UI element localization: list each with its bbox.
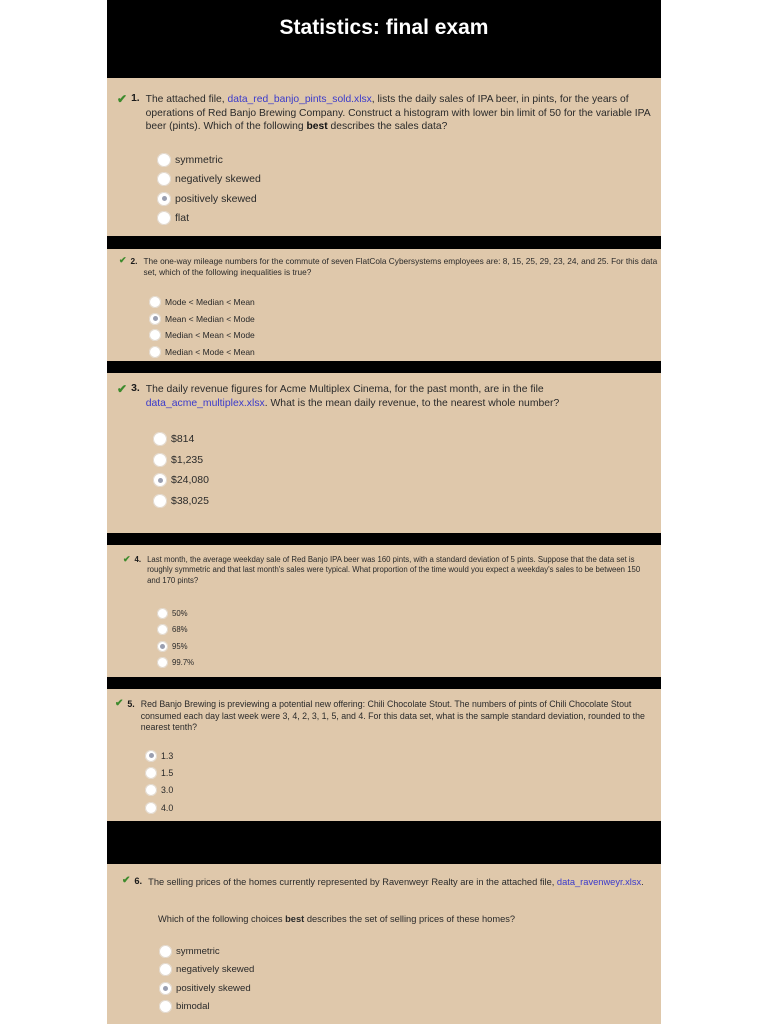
radio-button[interactable] (145, 767, 157, 779)
option[interactable]: 99.7% (157, 655, 194, 672)
question-4-text: Last month, the average weekday sale of Red Banjo IPA beer was 160 pints, with a standard deviation of 5 pints. Suppose that the data set is roughly symmetric and that last month's sales were typical. What proportion of the time would you expect a weekday's sales to be between 150 and 170 pints? (147, 555, 641, 585)
radio-button-selected[interactable] (159, 982, 172, 995)
radio-button[interactable] (159, 945, 172, 958)
screenshot-frame (107, 0, 661, 1024)
check-icon: ✔ (119, 255, 127, 265)
radio-button[interactable] (153, 453, 167, 467)
question-5-header (115, 699, 655, 734)
file-link-red-banjo[interactable]: data_red_banjo_pints_sold.xlsx (227, 94, 372, 105)
option[interactable]: 4.0 (145, 799, 173, 816)
check-icon: ✔ (115, 698, 124, 709)
option[interactable]: 68% (157, 622, 194, 639)
option[interactable]: 3.0 (145, 782, 173, 799)
radio-button[interactable] (149, 296, 161, 308)
question-3-number: 3. (131, 383, 140, 394)
radio-button[interactable] (157, 153, 171, 167)
question-1-header (117, 93, 661, 134)
page-title: Statistics: final exam (279, 16, 489, 39)
question-5-options (145, 747, 173, 816)
radio-button-selected[interactable] (149, 313, 161, 325)
question-5-panel (107, 689, 661, 821)
option[interactable]: Median < Mean < Mode (149, 327, 255, 344)
radio-button[interactable] (153, 432, 167, 446)
question-3-text: The daily revenue figures for Acme Multiplex Cinema, for the past month, are in the file data_acme_multiplex.xlsx. What is the mean daily revenue, to the nearest whole number? (145, 384, 560, 409)
question-5-number: 5. (127, 699, 135, 709)
radio-button[interactable] (145, 802, 157, 814)
option[interactable]: positively skewed (159, 979, 254, 998)
option[interactable]: $24,080 (153, 470, 209, 491)
option[interactable]: Mode < Median < Mean (149, 294, 255, 311)
radio-button[interactable] (153, 494, 167, 508)
radio-button-selected[interactable] (153, 473, 167, 487)
question-4-options (157, 605, 194, 671)
option[interactable]: symmetric (157, 150, 261, 170)
question-2-text: The one-way mileage numbers for the commute of seven FlatCola Cybersystems employees are: 8, 15, 25, 29, 23, 24, and 25. For this data set, which of the following inequalities is true? (143, 256, 658, 277)
question-2-header (119, 256, 659, 278)
radio-button-selected[interactable] (157, 192, 171, 206)
radio-button[interactable] (159, 1000, 172, 1013)
question-6-number: 6. (134, 876, 143, 886)
radio-button[interactable] (157, 608, 168, 619)
option[interactable]: flat (157, 209, 261, 229)
question-6-options (159, 942, 254, 1016)
radio-button[interactable] (149, 346, 161, 358)
radio-button[interactable] (157, 624, 168, 635)
option[interactable]: 1.5 (145, 764, 173, 781)
question-6-header (122, 876, 657, 888)
question-4-panel (107, 545, 661, 677)
option[interactable]: bimodal (159, 998, 254, 1017)
check-icon: ✔ (122, 875, 131, 886)
option[interactable]: $1,235 (153, 450, 209, 471)
file-link-acme-multiplex[interactable]: data_acme_multiplex.xlsx (145, 397, 265, 409)
question-3-panel (107, 373, 661, 533)
question-6-prompt: Which of the following choices best describes the set of selling prices of these homes? (158, 914, 516, 924)
file-link-ravenweyr[interactable]: data_ravenweyr.xlsx (556, 877, 642, 887)
title-bar (107, 0, 661, 78)
question-3-header (117, 383, 657, 410)
check-icon: ✔ (117, 382, 128, 396)
radio-button[interactable] (157, 172, 171, 186)
question-1-number: 1. (131, 93, 140, 104)
radio-button[interactable] (149, 329, 161, 341)
question-1-text: The attached file, data_red_banjo_pints_sold.xlsx, lists the daily sales of IPA beer, in pints, for the years of operations of Red Banjo Brewing Company. Construct a histogram with lower bin limit of 50 for the variable IPA beer (pints). Which of the following best describes the sales data? (145, 94, 651, 133)
question-4-number: 4. (134, 555, 142, 564)
question-1-options (157, 150, 261, 228)
option[interactable]: negatively skewed (159, 961, 254, 980)
option[interactable]: $38,025 (153, 491, 209, 512)
radio-button[interactable] (157, 657, 168, 668)
radio-button-selected[interactable] (145, 750, 157, 762)
radio-button[interactable] (157, 211, 171, 225)
option[interactable]: 95% (157, 638, 194, 655)
radio-button-selected[interactable] (157, 641, 168, 652)
option[interactable]: $814 (153, 429, 209, 450)
question-1-panel (107, 78, 661, 236)
question-2-options (149, 294, 255, 360)
question-4-header (123, 555, 653, 586)
option[interactable]: 1.3 (145, 747, 173, 764)
option[interactable]: positively skewed (157, 189, 261, 209)
question-3-options (153, 429, 209, 511)
option[interactable]: symmetric (159, 942, 254, 961)
question-2-panel (107, 249, 661, 361)
question-6-text: The selling prices of the homes currently represented by Ravenweyr Realty are in the attached file, data_ravenweyr.xlsx. (148, 877, 644, 887)
question-6-panel (107, 864, 661, 1024)
check-icon: ✔ (117, 92, 128, 106)
option[interactable]: Median < Mode < Mean (149, 344, 255, 361)
check-icon: ✔ (123, 554, 131, 564)
question-5-text: Red Banjo Brewing is previewing a potential new offering: Chili Chocolate Stout. The numbers of pints of Chili Chocolate Stout consumed each day last week were 3, 4, 2, 3, 1, 5, and 4. For this data set, what is the sample standard deviation, rounded to the nearest tenth? (140, 699, 645, 733)
option[interactable]: Mean < Median < Mode (149, 311, 255, 328)
option[interactable]: 50% (157, 605, 194, 622)
question-2-number: 2. (130, 256, 138, 266)
radio-button[interactable] (145, 784, 157, 796)
option[interactable]: negatively skewed (157, 170, 261, 190)
radio-button[interactable] (159, 963, 172, 976)
